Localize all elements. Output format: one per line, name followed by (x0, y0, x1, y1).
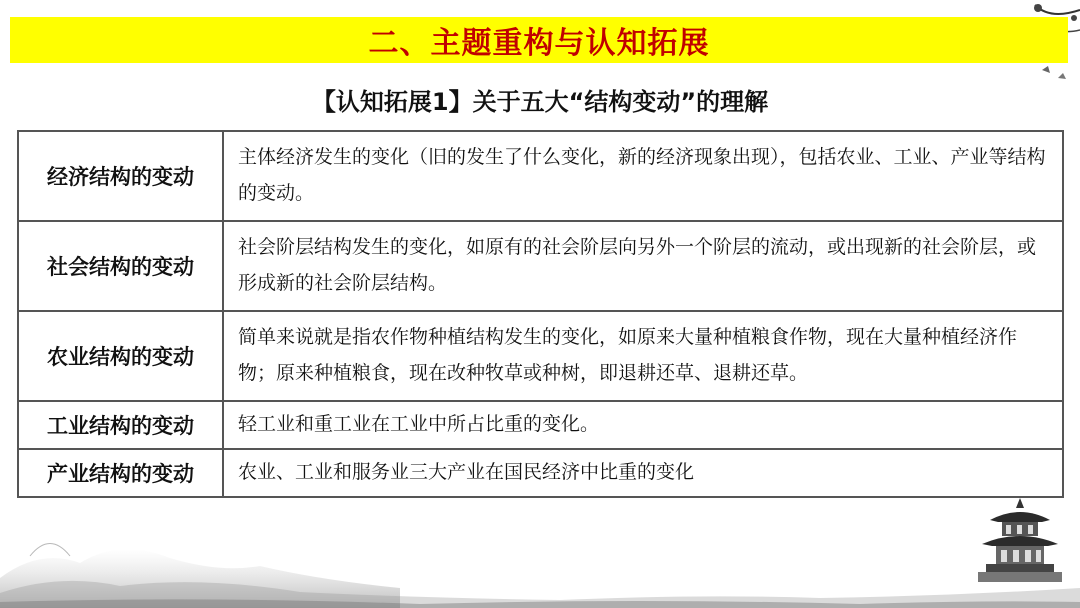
table-row (18, 401, 1063, 449)
section-subtitle: 【认知拓展1】关于五大“结构变动”的理解 (311, 88, 769, 116)
table-row (18, 311, 1063, 401)
table-row (18, 449, 1063, 497)
row-description: 简单来说就是指农作物种植结构发生的变化，如原来大量种植粮食作物，现在大量种植经济作物；原来种植粮食，现在改种牧草或种树，即退耕还草、退耕还草。 (223, 311, 1063, 401)
table-row (18, 221, 1063, 311)
row-term: 工业结构的变动 (18, 401, 223, 449)
table-row (18, 131, 1063, 221)
row-description: 农业、工业和服务业三大产业在国民经济中比重的变化 (223, 449, 1063, 497)
page-title: 二、主题重构与认知拓展 (368, 26, 710, 61)
row-term: 产业结构的变动 (18, 449, 223, 497)
title-banner (10, 17, 1068, 63)
row-term: 社会结构的变动 (18, 221, 223, 311)
row-description: 轻工业和重工业在工业中所占比重的变化。 (223, 401, 1063, 449)
structure-table (17, 130, 1064, 498)
row-term: 农业结构的变动 (18, 311, 223, 401)
row-term: 经济结构的变动 (18, 131, 223, 221)
row-description: 主体经济发生的变化（旧的发生了什么变化，新的经济现象出现），包括农业、工业、产业等结构的变动。 (223, 131, 1063, 221)
ink-mountains-decoration (0, 518, 1080, 608)
row-description: 社会阶层结构发生的变化，如原有的社会阶层向另外一个阶层的流动，或出现新的社会阶层，或形成新的社会阶层结构。 (223, 221, 1063, 311)
